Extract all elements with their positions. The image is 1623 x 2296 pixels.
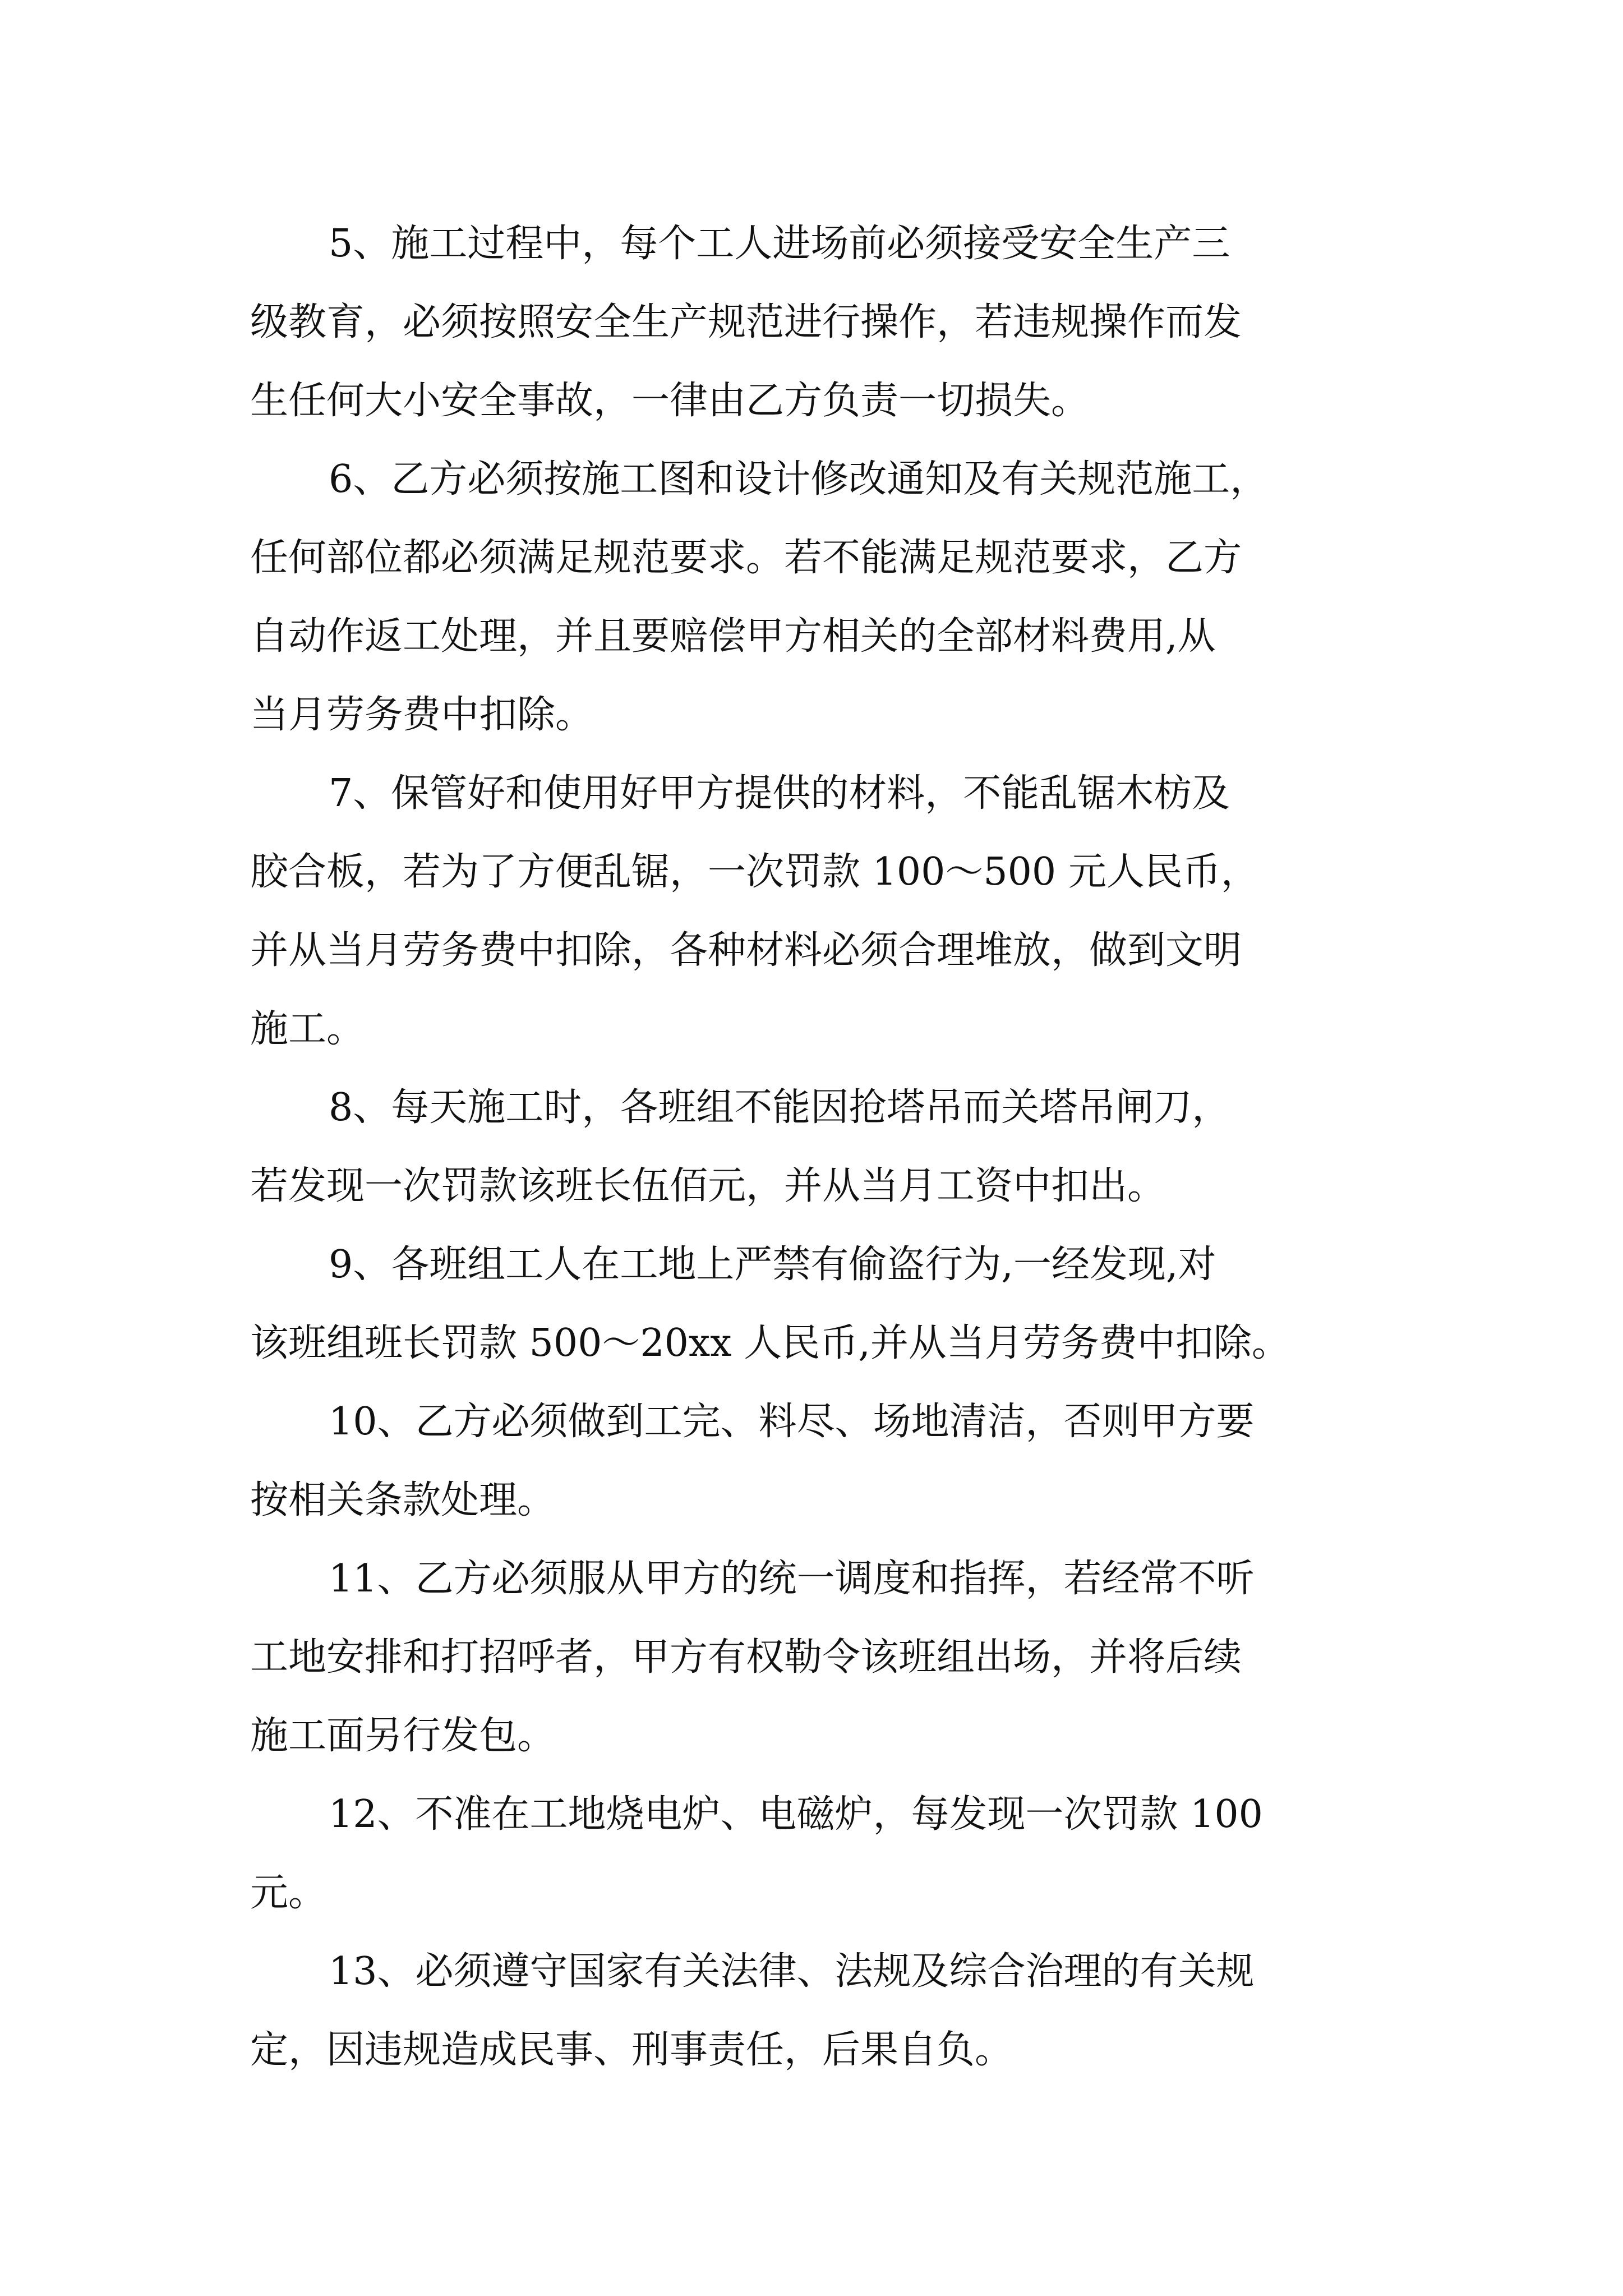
clause-6-line-4: 当月劳务费中扣除。 [250, 693, 594, 737]
clause-7-line-4: 施工。 [250, 1007, 365, 1051]
clause-13-line-1: 13、必须遵守国家有关法律、法规及综合治理的有关规 [329, 1949, 1255, 1994]
clause-7-line-1: 7、保管好和使用好甲方提供的材料，不能乱锯木枋及 [329, 771, 1230, 816]
clause-9-line-2: 该班组班长罚款 500～20xx 人民币,并从当月劳务费中扣除。 [250, 1321, 1290, 1365]
clause-9-line-1: 9、各班组工人在工地上严禁有偷盗行为,一经发现,对 [329, 1243, 1216, 1287]
clause-5-line-3: 生任何大小安全事故，一律由乙方负责一切损失。 [250, 379, 1090, 423]
clause-5-line-1: 5、施工过程中，每个工人进场前必须接受安全生产三 [329, 222, 1230, 266]
clause-12-line-1: 12、不准在工地烧电炉、电磁炉，每发现一次罚款 100 [329, 1792, 1263, 1837]
clause-11-line-2: 工地安排和打招呼者，甲方有权勒令该班组出场，并将后续 [250, 1635, 1242, 1680]
clause-8-line-1: 8、每天施工时，各班组不能因抢塔吊而关塔吊闸刀， [329, 1085, 1230, 1130]
clause-7-line-2: 胶合板，若为了方便乱锯，一次罚款 100～500 元人民币， [250, 850, 1259, 894]
clause-11-line-3: 施工面另行发包。 [250, 1714, 556, 1758]
clause-6-line-3: 自动作返工处理，并且要赔偿甲方相关的全部材料费用,从 [250, 614, 1216, 659]
clause-13-line-2: 定，因违规造成民事、刑事责任，后果自负。 [250, 2028, 1013, 2072]
clause-8-line-2: 若发现一次罚款该班长伍佰元，并从当月工资中扣出。 [250, 1164, 1166, 1208]
clause-12-line-2: 元。 [250, 1871, 327, 1915]
clause-11-line-1: 11、乙方必须服从甲方的统一调度和指挥，若经常不听 [329, 1557, 1255, 1601]
clause-6-line-2: 任何部位都必须满足规范要求。若不能满足规范要求，乙方 [250, 536, 1242, 580]
clause-5-line-2: 级教育，必须按照安全生产规范进行操作，若违规操作而发 [250, 300, 1242, 344]
clause-10-line-1: 10、乙方必须做到工完、料尽、场地清洁，否则甲方要 [329, 1400, 1255, 1444]
clause-7-line-3: 并从当月劳务费中扣除，各种材料必须合理堆放，做到文明 [250, 928, 1242, 973]
clause-10-line-2: 按相关条款处理。 [250, 1478, 556, 1522]
clause-6-line-1: 6、乙方必须按施工图和设计修改通知及有关规范施工， [329, 457, 1269, 501]
